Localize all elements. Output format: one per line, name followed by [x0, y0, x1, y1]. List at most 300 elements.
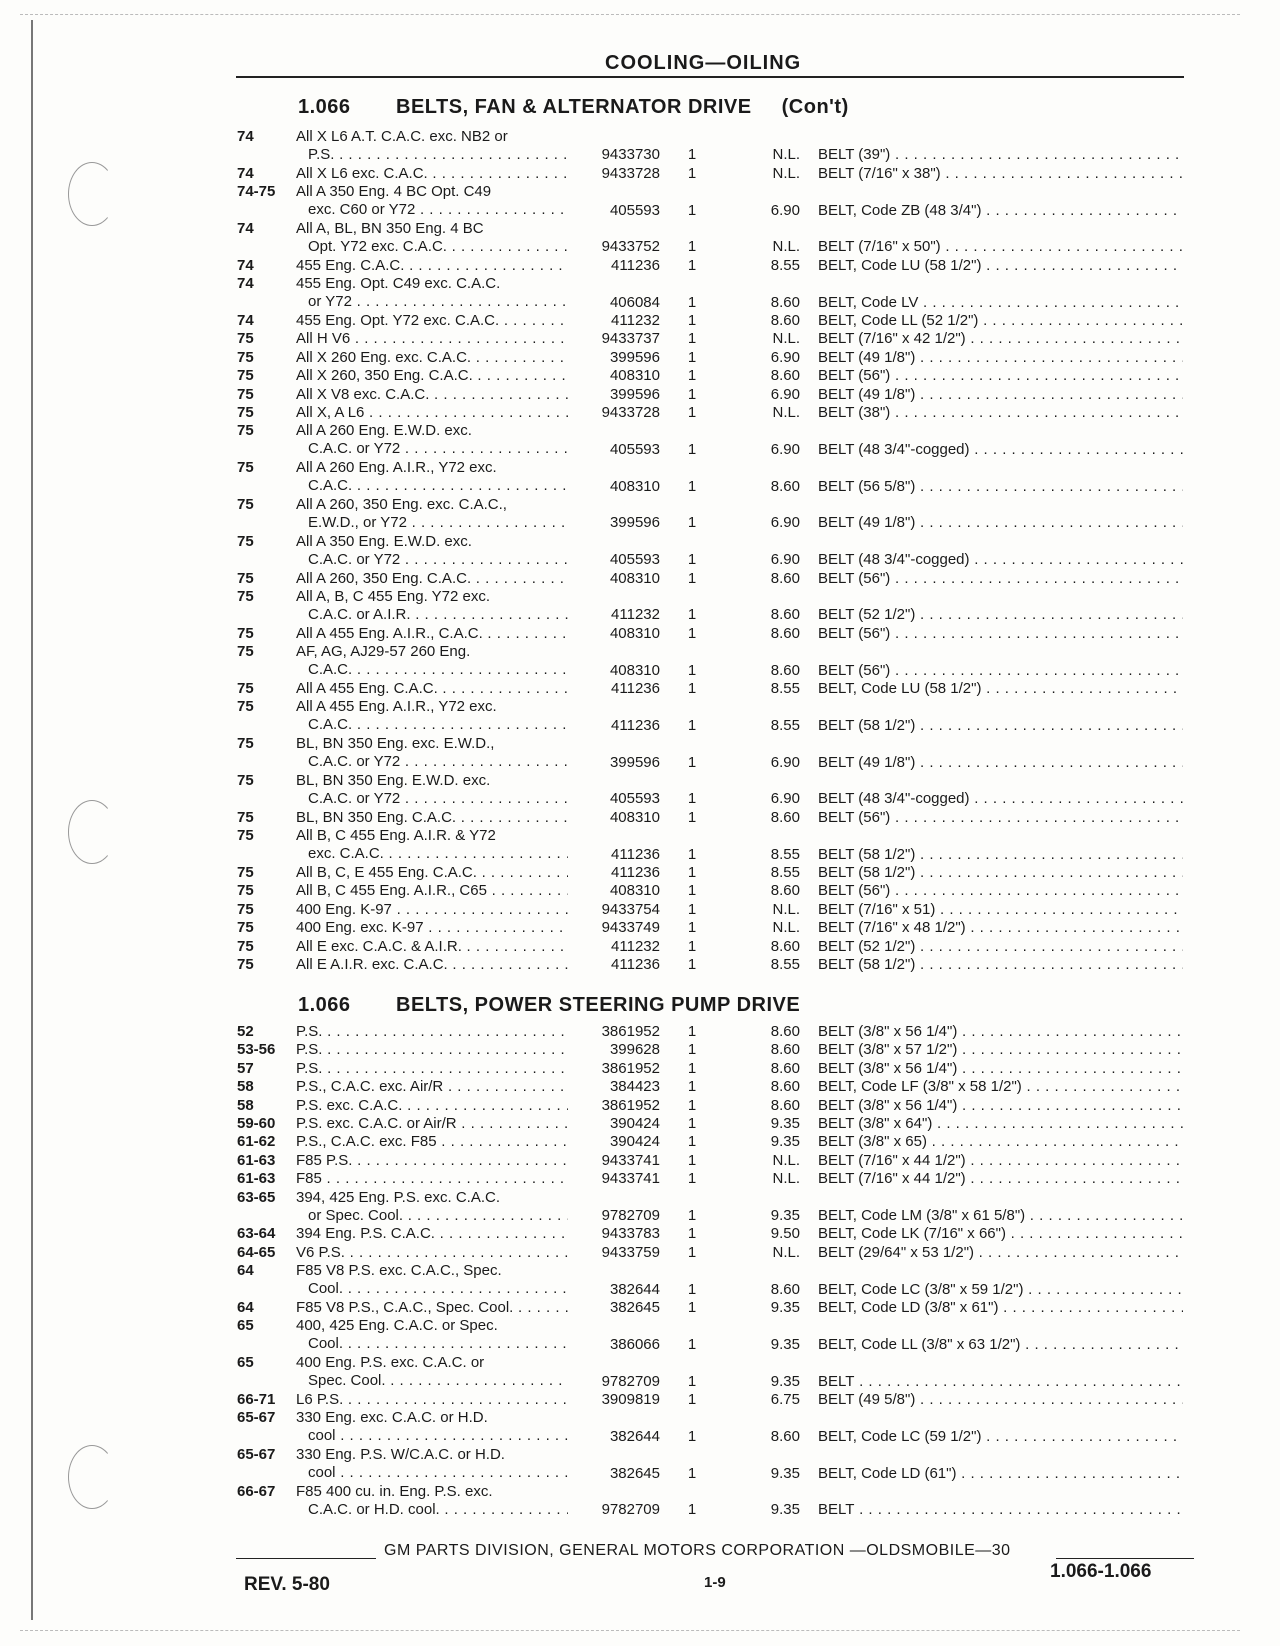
price: 8.55 — [770, 845, 800, 863]
application-description — [296, 220, 568, 256]
price: 8.60 — [770, 1041, 800, 1059]
part-name: BELT, Code LM (3/8" x 61 5/8") . . . — [818, 1207, 1183, 1224]
quantity: 1 — [687, 256, 697, 274]
quantity: 1 — [687, 1372, 697, 1390]
year-range: 74-75 — [237, 183, 276, 201]
description-line: C.A.C. . . . — [296, 477, 568, 495]
part-row — [0, 938, 1280, 956]
part-row — [0, 1244, 1280, 1262]
year-range: 65 — [237, 1354, 254, 1372]
part-name: BELT (49 1/8") . . . — [818, 514, 1183, 531]
year-range: 65-67 — [237, 1446, 276, 1464]
part-row — [0, 1483, 1280, 1520]
year-range: 75 — [237, 624, 254, 642]
application-description — [296, 533, 568, 569]
year-range: 57 — [237, 1059, 254, 1077]
part-row — [0, 1189, 1280, 1226]
application-description — [296, 275, 568, 311]
part-number: 399596 — [609, 385, 660, 403]
year-range: 75 — [237, 808, 254, 826]
description-line: 330 Eng. P.S. W/C.A.C. or H.D. — [296, 1446, 505, 1464]
price: 6.90 — [770, 385, 800, 403]
description-line: P.S. . . . — [296, 146, 568, 164]
quantity: 1 — [687, 367, 697, 385]
year-range: 75 — [237, 680, 254, 697]
description-line: 400 Eng. exc. K-97 . . . — [296, 919, 568, 937]
part-row — [0, 1446, 1280, 1483]
part-name: BELT (29/64" x 53 1/2") . . . — [818, 1244, 1183, 1261]
top-edge-dashes — [20, 14, 1240, 15]
application-description — [296, 1262, 568, 1298]
year-range: 74 — [237, 128, 254, 145]
part-name: BELT (39") . . . — [818, 146, 1183, 163]
application-description — [296, 588, 568, 624]
quantity: 1 — [687, 404, 697, 421]
quantity: 1 — [687, 1041, 697, 1059]
part-row — [0, 220, 1280, 257]
application-description — [296, 680, 568, 698]
year-range: 64 — [237, 1299, 254, 1316]
year-range: 63-65 — [237, 1188, 276, 1206]
year-range: 58 — [237, 1078, 254, 1096]
quantity: 1 — [687, 385, 697, 403]
part-number: 399596 — [609, 753, 660, 771]
part-number: 3909819 — [601, 1391, 660, 1408]
part-row — [0, 275, 1280, 312]
description-line: C.A.C. or Y72 . . . — [296, 440, 568, 458]
quantity: 1 — [687, 1170, 697, 1188]
year-range: 64 — [237, 1262, 254, 1280]
price: 9.35 — [770, 1464, 800, 1482]
description-line: All A 260, 350 Eng. C.A.C. . . . — [296, 570, 568, 588]
price: 6.90 — [770, 790, 800, 808]
application-description — [296, 1354, 568, 1390]
part-row — [0, 809, 1280, 827]
quantity: 1 — [687, 808, 697, 826]
description-line: P.S. . . . — [296, 1023, 568, 1041]
application-description — [296, 1409, 568, 1445]
price: 6.90 — [770, 348, 800, 366]
year-range: 74 — [237, 312, 254, 329]
part-name: BELT (3/8" x 56 1/4") . . . — [818, 1060, 1183, 1077]
application-description — [296, 312, 568, 330]
application-description — [296, 938, 568, 956]
price: N.L. — [772, 1151, 800, 1169]
application-description — [296, 1170, 568, 1188]
description-line: All X L6 A.T. C.A.C. exc. NB2 or — [296, 128, 508, 145]
part-number: 382644 — [609, 1280, 660, 1298]
part-row — [0, 1152, 1280, 1170]
year-range: 75 — [237, 404, 254, 421]
part-name: BELT (3/8" x 64") . . . — [818, 1115, 1183, 1132]
year-range: 75 — [237, 588, 254, 605]
price: 8.60 — [770, 367, 800, 385]
part-row — [0, 165, 1280, 183]
part-row — [0, 330, 1280, 348]
part-name: BELT (58 1/2") . . . — [818, 717, 1183, 734]
part-row — [0, 367, 1280, 385]
application-description — [296, 698, 568, 734]
quantity: 1 — [687, 1133, 697, 1151]
application-description — [296, 1152, 568, 1170]
part-row — [0, 1078, 1280, 1096]
price: 9.35 — [770, 1206, 800, 1224]
description-line: Spec. Cool. . . . — [296, 1372, 568, 1390]
application-description — [296, 643, 568, 679]
year-range: 75 — [237, 459, 254, 477]
price: 8.60 — [770, 312, 800, 329]
price: 8.55 — [770, 256, 800, 274]
quantity: 1 — [687, 238, 697, 256]
quantity: 1 — [687, 937, 697, 955]
part-number: 411236 — [611, 864, 660, 881]
price: N.L. — [772, 404, 800, 421]
part-name: BELT (3/8" x 56 1/4") . . . — [818, 1097, 1183, 1114]
year-range: 66-71 — [237, 1391, 276, 1408]
year-range: 74 — [237, 275, 254, 293]
year-range: 61-63 — [237, 1151, 276, 1169]
part-name: BELT, Code LC (59 1/2") . . . — [818, 1428, 1183, 1445]
description-line: 330 Eng. exc. C.A.C. or H.D. — [296, 1409, 488, 1427]
description-line: C.A.C. or A.I.R. . . . — [296, 606, 568, 624]
quantity: 1 — [687, 1023, 697, 1040]
description-line: P.S. exc. C.A.C. . . . — [296, 1097, 568, 1115]
part-row — [0, 1115, 1280, 1133]
quantity: 1 — [687, 1096, 697, 1114]
application-description — [296, 735, 568, 771]
part-name: BELT (58 1/2") . . . — [818, 864, 1183, 881]
part-number: 382644 — [609, 1427, 660, 1445]
description-line: All A 350 Eng. 4 BC Opt. C49 — [296, 183, 492, 201]
description-line: Cool. . . . — [296, 1335, 568, 1353]
description-line: F85 400 cu. in. Eng. P.S. exc. — [296, 1483, 493, 1500]
description-line: or Spec. Cool. . . . — [296, 1207, 568, 1225]
part-number: 411232 — [611, 937, 660, 955]
part-row — [0, 349, 1280, 367]
description-line: C.A.C. . . . — [296, 661, 568, 679]
part-row — [0, 1391, 1280, 1409]
description-line: P.S., C.A.C. exc. F85 . . . — [296, 1133, 568, 1151]
part-name: BELT, Code LU (58 1/2") . . . — [818, 257, 1183, 274]
application-description — [296, 625, 568, 643]
price: N.L. — [772, 919, 800, 937]
application-description — [296, 1133, 568, 1151]
year-range: 61-63 — [237, 1170, 276, 1188]
price: 8.60 — [770, 477, 800, 495]
part-name: BELT, Code LC (3/8" x 59 1/2") . . . — [818, 1281, 1183, 1298]
description-line: All X 260 Eng. exc. C.A.C. . . . — [296, 349, 568, 367]
price: N.L. — [772, 1243, 800, 1261]
part-name: BELT . . . — [818, 1373, 1183, 1390]
part-name: BELT (7/16" x 44 1/2") . . . — [818, 1170, 1183, 1187]
part-name: BELT, Code LL (52 1/2") . . . — [818, 312, 1183, 329]
description-line: All B, C 455 Eng. A.I.R., C65 . . . — [296, 882, 568, 900]
price: 8.55 — [770, 864, 800, 881]
price: 8.60 — [770, 661, 800, 679]
quantity: 1 — [687, 330, 697, 348]
application-description — [296, 1060, 568, 1078]
part-row — [0, 1409, 1280, 1446]
description-line: AF, AG, AJ29-57 260 Eng. — [296, 643, 471, 661]
quantity: 1 — [687, 753, 697, 771]
part-name: BELT (49 5/8") . . . — [818, 1391, 1183, 1408]
part-number: 382645 — [609, 1299, 660, 1316]
price: N.L. — [772, 146, 800, 164]
description-line: BL, BN 350 Eng. C.A.C. . . . — [296, 809, 568, 827]
description-line: 400 Eng. K-97 . . . — [296, 901, 568, 919]
part-name: BELT (3/8" x 65) . . . — [818, 1133, 1183, 1150]
quantity: 1 — [687, 845, 697, 863]
price: 8.60 — [770, 808, 800, 826]
price: 6.90 — [770, 201, 800, 219]
application-description — [296, 864, 568, 882]
application-description — [296, 1225, 568, 1243]
year-range: 75 — [237, 735, 254, 753]
part-number: 9433759 — [601, 1243, 660, 1261]
description-line: All A 455 Eng. A.I.R., C.A.C. . . . — [296, 625, 568, 643]
year-range: 75 — [237, 367, 254, 385]
part-number: 405593 — [609, 201, 660, 219]
description-line: 455 Eng. C.A.C. . . . — [296, 257, 568, 275]
description-line: F85 V8 P.S., C.A.C., Spec. Cool. . . . — [296, 1299, 568, 1317]
description-line: All E exc. C.A.C. & A.I.R. . . . — [296, 938, 568, 956]
part-row — [0, 422, 1280, 459]
part-name: BELT . . . — [818, 1501, 1183, 1518]
part-number: 9782709 — [601, 1206, 660, 1224]
quantity: 1 — [687, 716, 697, 734]
year-range: 65-67 — [237, 1409, 276, 1427]
part-row — [0, 643, 1280, 680]
section-code: 1.066-1.066 — [1050, 1561, 1152, 1582]
quantity: 1 — [687, 348, 697, 366]
part-number: 9782709 — [601, 1372, 660, 1390]
application-description — [296, 165, 568, 183]
description-line: BL, BN 350 Eng. E.W.D. exc. — [296, 772, 491, 789]
price: 8.60 — [770, 1059, 800, 1077]
quantity: 1 — [687, 201, 697, 219]
quantity: 1 — [687, 569, 697, 587]
price: 9.35 — [770, 1501, 800, 1519]
part-number: 3861952 — [601, 1096, 660, 1114]
year-range: 74 — [237, 220, 254, 237]
part-name: BELT (49 1/8") . . . — [818, 754, 1183, 771]
part-number: 406084 — [609, 293, 660, 311]
description-line: V6 P.S. . . . — [296, 1244, 568, 1262]
part-number: 408310 — [609, 477, 660, 495]
application-description — [296, 919, 568, 937]
application-description — [296, 1317, 568, 1353]
part-name: BELT (3/8" x 57 1/2") . . . — [818, 1041, 1183, 1058]
description-line: All X 260, 350 Eng. C.A.C. . . . — [296, 367, 568, 385]
year-range: 58 — [237, 1096, 254, 1114]
part-number: 411236 — [611, 256, 660, 274]
price: 8.60 — [770, 606, 800, 624]
part-name: BELT (52 1/2") . . . — [818, 938, 1183, 955]
year-range: 52 — [237, 1023, 254, 1040]
application-description — [296, 809, 568, 827]
part-number: 408310 — [609, 661, 660, 679]
part-row — [0, 128, 1280, 165]
price: N.L. — [772, 900, 800, 918]
description-line: exc. C.A.C. . . . — [296, 845, 568, 863]
application-description — [296, 1391, 568, 1409]
description-line: C.A.C. or Y72 . . . — [296, 790, 568, 808]
application-description — [296, 772, 568, 808]
description-line: All B, C, E 455 Eng. C.A.C. . . . — [296, 864, 568, 882]
part-number: 9433741 — [601, 1170, 660, 1188]
quantity: 1 — [687, 661, 697, 679]
quantity: 1 — [687, 864, 697, 881]
application-description — [296, 570, 568, 588]
part-number: 405593 — [609, 440, 660, 458]
description-line: 394, 425 Eng. P.S. exc. C.A.C. — [296, 1188, 501, 1206]
part-name: BELT (56") . . . — [818, 625, 1183, 642]
part-row — [0, 1097, 1280, 1115]
part-row — [0, 827, 1280, 864]
part-name: BELT (52 1/2") . . . — [818, 606, 1183, 623]
application-description — [296, 1078, 568, 1096]
description-line: cool . . . — [296, 1464, 568, 1482]
description-line: All H V6 . . . — [296, 330, 568, 348]
part-number: 411232 — [611, 606, 660, 624]
part-name: BELT (49 1/8") . . . — [818, 349, 1183, 366]
quantity: 1 — [687, 1225, 697, 1243]
part-number: 399596 — [609, 514, 660, 532]
part-name: BELT (58 1/2") . . . — [818, 846, 1183, 863]
description-line: All A 455 Eng. C.A.C. . . . — [296, 680, 568, 698]
part-row — [0, 625, 1280, 643]
price: 8.55 — [770, 956, 800, 973]
part-number: 408310 — [609, 808, 660, 826]
price: 6.75 — [770, 1391, 800, 1408]
part-row — [0, 386, 1280, 404]
quantity: 1 — [687, 1391, 697, 1408]
description-line: P.S., C.A.C. exc. Air/R . . . — [296, 1078, 568, 1096]
price: 8.60 — [770, 937, 800, 955]
price: 6.90 — [770, 440, 800, 458]
year-range: 75 — [237, 919, 254, 937]
header-rule — [236, 76, 1184, 78]
year-range: 74 — [237, 164, 254, 182]
quantity: 1 — [687, 1206, 697, 1224]
year-range: 61-62 — [237, 1133, 276, 1151]
part-number: 399596 — [609, 348, 660, 366]
part-row — [0, 1354, 1280, 1391]
application-description — [296, 1115, 568, 1133]
section-heading-power-steering — [298, 994, 800, 1017]
part-row — [0, 183, 1280, 220]
quantity: 1 — [687, 624, 697, 642]
part-row — [0, 1041, 1280, 1059]
application-description — [296, 422, 568, 458]
part-row — [0, 312, 1280, 330]
quantity: 1 — [687, 312, 697, 329]
part-number: 9433752 — [601, 238, 660, 256]
quantity: 1 — [687, 680, 697, 697]
description-line: F85 P.S. . . . — [296, 1152, 568, 1170]
description-line: P.S. . . . — [296, 1060, 568, 1078]
price: 6.90 — [770, 551, 800, 569]
part-number: 9433728 — [601, 164, 660, 182]
part-number: 411236 — [611, 680, 660, 697]
part-name: BELT (7/16" x 48 1/2") . . . — [818, 919, 1183, 936]
price: N.L. — [772, 164, 800, 182]
description-line: 455 Eng. Opt. C49 exc. C.A.C. — [296, 275, 501, 293]
year-range: 75 — [237, 330, 254, 348]
part-row — [0, 735, 1280, 772]
part-row — [0, 956, 1280, 974]
quantity: 1 — [687, 551, 697, 569]
description-line: All X V8 exc. C.A.C. . . . — [296, 386, 568, 404]
part-number: 411236 — [611, 956, 660, 973]
application-description — [296, 330, 568, 348]
price: 6.90 — [770, 753, 800, 771]
year-range: 75 — [237, 348, 254, 366]
year-range: 66-67 — [237, 1483, 276, 1500]
year-range: 75 — [237, 956, 254, 973]
section-number: 1.066 — [298, 96, 351, 118]
year-range: 74 — [237, 256, 254, 274]
year-range: 75 — [237, 900, 254, 918]
section-suffix: (Con't) — [781, 96, 849, 118]
description-line: All A, BL, BN 350 Eng. 4 BC — [296, 220, 484, 237]
application-description — [296, 901, 568, 919]
application-description — [296, 257, 568, 275]
part-name: BELT (56") . . . — [818, 809, 1183, 826]
quantity: 1 — [687, 606, 697, 624]
part-number: 9433737 — [601, 330, 660, 348]
year-range: 63-64 — [237, 1225, 276, 1243]
part-name: BELT (7/16" x 50") . . . — [818, 238, 1183, 255]
description-line: 400 Eng. P.S. exc. C.A.C. or — [296, 1354, 485, 1372]
page-title-text: COOLING—OILING — [605, 52, 802, 74]
price: 8.60 — [770, 1023, 800, 1040]
part-row — [0, 588, 1280, 625]
description-line: P.S. exc. C.A.C. or Air/R . . . — [296, 1115, 568, 1133]
part-row — [0, 533, 1280, 570]
quantity: 1 — [687, 790, 697, 808]
part-row — [0, 772, 1280, 809]
part-name: BELT (3/8" x 56 1/4") . . . — [818, 1023, 1183, 1040]
price: 8.60 — [770, 1096, 800, 1114]
part-name: BELT (48 3/4"-cogged) . . . — [818, 790, 1183, 807]
part-name: BELT (48 3/4"-cogged) . . . — [818, 551, 1183, 568]
year-range: 75 — [237, 772, 254, 789]
description-line: F85 V8 P.S. exc. C.A.C., Spec. — [296, 1262, 502, 1280]
quantity: 1 — [687, 1151, 697, 1169]
price: 8.60 — [770, 624, 800, 642]
application-description — [296, 1299, 568, 1317]
description-line: C.A.C. or Y72 . . . — [296, 551, 568, 569]
year-range: 75 — [237, 496, 254, 513]
price: 9.35 — [770, 1335, 800, 1353]
quantity: 1 — [687, 146, 697, 164]
part-row — [0, 680, 1280, 698]
part-number: 390424 — [609, 1115, 660, 1132]
description-line: 394 Eng. P.S. C.A.C. . . . — [296, 1225, 568, 1243]
application-description — [296, 183, 568, 219]
price: 8.60 — [770, 1427, 800, 1445]
quantity: 1 — [687, 514, 697, 532]
price: 8.60 — [770, 293, 800, 311]
quantity: 1 — [687, 164, 697, 182]
page-title — [540, 52, 1080, 75]
part-row — [0, 698, 1280, 735]
part-number: 408310 — [609, 367, 660, 385]
part-row — [0, 882, 1280, 900]
part-name: BELT (56") . . . — [818, 882, 1183, 899]
description-line: All E A.I.R. exc. C.A.C. . . . — [296, 956, 568, 974]
